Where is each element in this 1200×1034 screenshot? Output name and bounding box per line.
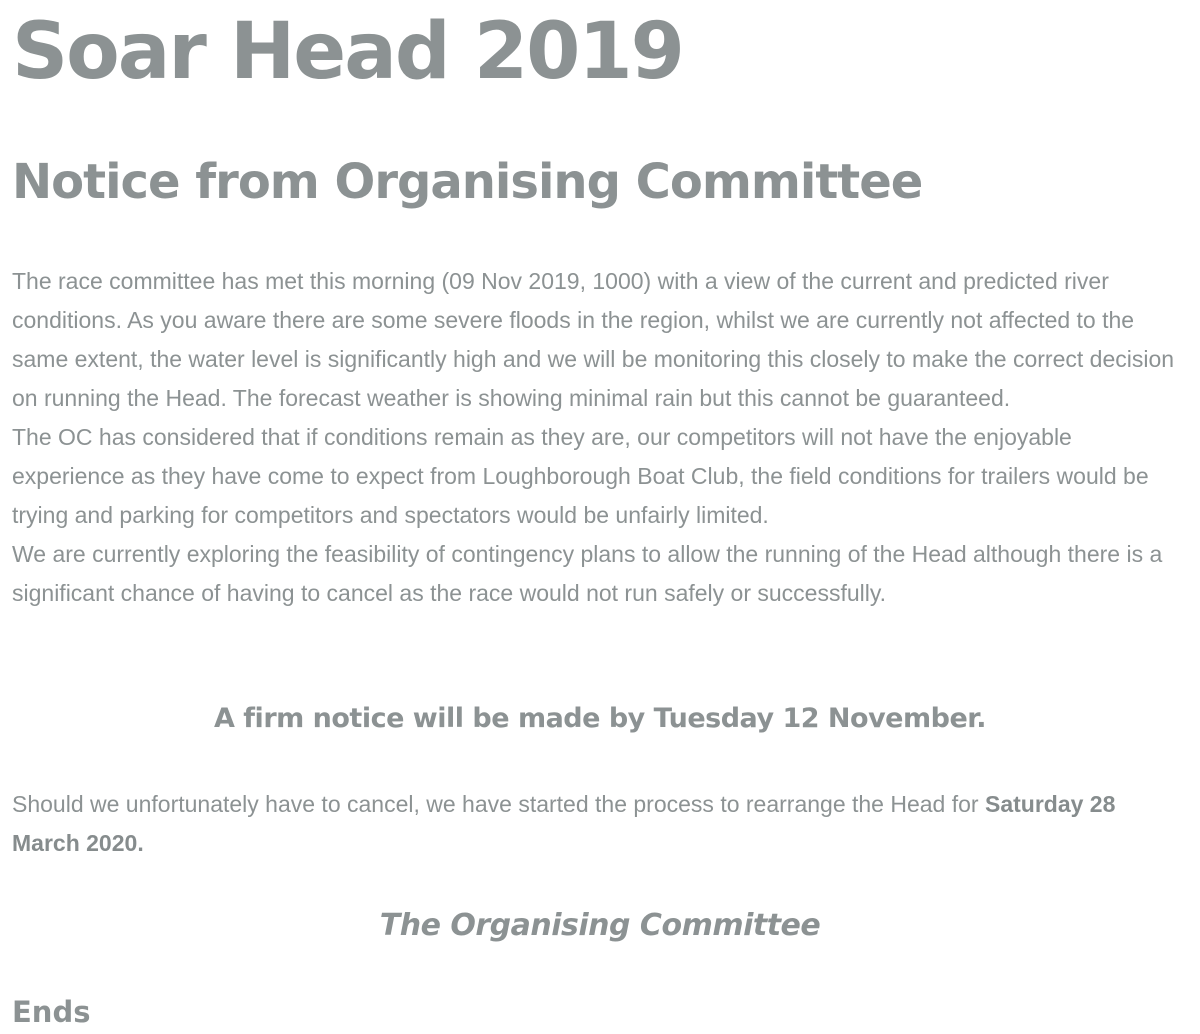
ends-label: Ends (12, 995, 91, 1029)
cancellation-paragraph (12, 785, 1178, 863)
page-title: Soar Head 2019 (12, 7, 683, 97)
firm-notice-heading: A firm notice will be made by Tuesday 12 November. (214, 703, 986, 734)
body-paragraph: The race committee has met this morning (09 Nov 2019, 1000) with a view of the current and predicted river conditions. As you aware there are some severe floods in the region, whilst we are currently not affected to the same extent, the water level is significantly high and we will be monitoring this closely to make the correct decision on running the Head. The forecast weather is showing minimal rain but this cannot be guaranteed. (12, 268, 1175, 411)
page-subtitle: Notice from Organising Committee (12, 154, 923, 210)
body-paragraph: The OC has considered that if conditions remain as they are, our competitors will not have the enjoyable experience as they have come to expect from Loughborough Boat Club, the field conditions for trailers would be trying and parking for competitors and spectators would be unfairly limited. (12, 424, 1149, 528)
cancellation-text: Should we unfortunately have to cancel, we have started the process to rearrange the Head for (12, 791, 985, 817)
rearranged-date-punct: . (137, 830, 144, 856)
signature: The Organising Committee (379, 908, 821, 943)
body-paragraph: We are currently exploring the feasibility of contingency plans to allow the running of the Head although there is a significant chance of having to cancel as the race would not run safely or successfully. (12, 541, 1163, 606)
notice-body (12, 262, 1178, 613)
rearranged-date: Saturday 28 March 2020 (12, 791, 1116, 856)
